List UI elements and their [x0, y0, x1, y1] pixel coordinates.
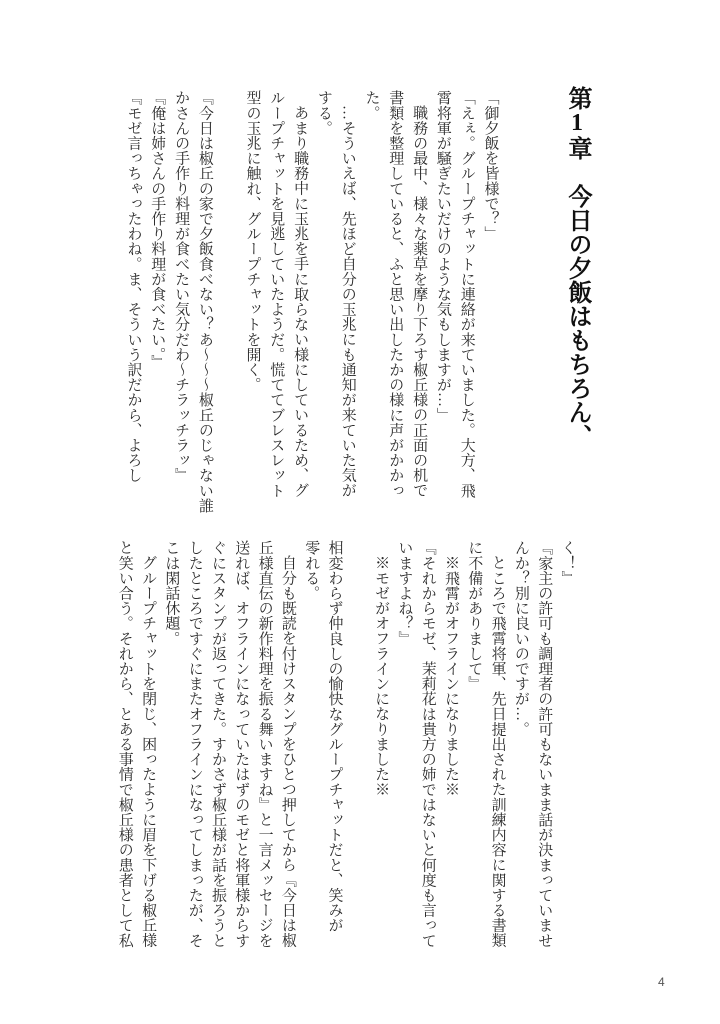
text-column: んか？別に良いのですが…。	[512, 540, 529, 737]
text-column: 『今日は椒丘の家で夕飯食べない？あ〜〜〜椒丘のじゃない誰	[196, 90, 213, 513]
text-column: た。	[363, 90, 380, 121]
text-column: あまり職務中に玉兆を手に取らない様にしているため、グ	[292, 105, 309, 498]
text-column: 『家主の許可も調理者の許可もないまま話が決まっていませ	[536, 540, 553, 948]
text-column: いますよね？』	[396, 540, 413, 646]
text-column: に不備がありまして』	[466, 540, 483, 691]
text-column: と笑い合う。それから、とある事情で椒丘様の患者として私	[116, 540, 133, 948]
text-column: 相変わらず仲良しの愉快なグループチャットだと、笑みが	[326, 540, 343, 933]
text-column: ※飛霄がオフラインになりました※	[443, 555, 459, 797]
text-column: …そういえば、先ほど自分の玉兆にも通知が来ていた気が	[339, 105, 356, 498]
text-column: 零れる。	[303, 540, 320, 601]
text-column: 霄将軍が騒ぎたいだけのような気もしますが…」	[434, 90, 451, 423]
chapter-title: 第1章 今日の夕飯はもちろん、	[564, 86, 590, 448]
text-column: グループチャットを閉じ、困ったように眉を下げる椒丘様	[140, 555, 157, 948]
text-column: 「御夕飯を皆様で？」	[482, 90, 499, 241]
text-column: 職務の最中、様々な薬草を摩り下ろす椒丘様の正面の机で	[411, 105, 428, 498]
page-number: 4	[658, 975, 665, 989]
text-column: ※モゼがオフラインになりました※	[373, 555, 390, 797]
text-column: 丘様直伝の新作料理を振る舞いますね』と一言メッセージを	[256, 540, 273, 948]
text-column: ところで飛霄将軍、先日提出された訓練内容に関する書類	[489, 555, 506, 948]
text-column: 『俺は姉さんの手作り料理が食べたい。』	[149, 90, 166, 370]
text-column: する。	[315, 90, 332, 136]
text-column: したところですぐにまたオフラインになってしまったが、そ	[186, 540, 203, 948]
text-column: かさんの手作り料理が食べたい気分だわ〜チラッチラッ』	[173, 90, 190, 483]
text-column: こは閑話休題。	[163, 540, 180, 646]
text-column: 「えぇ。グループチャットに連絡が来ていました。大方、飛	[458, 90, 475, 498]
text-column: 書類を整理していると、ふと思い出したかの様に声がかかっ	[387, 90, 404, 498]
text-column: 自分も既読を付けスタンプをひとつ押してから『今日は椒	[279, 555, 296, 948]
text-column: 『それからモゼ、茉莉花は貴方の姉ではないと何度も言って	[419, 540, 436, 948]
text-column: ループチャットを見逃していたようだ。慌ててブレスレット	[268, 90, 285, 498]
text-column: 型の玉兆に触れ、グループチャットを開く。	[244, 90, 261, 392]
text-column: 『モゼ言っちゃったわね。ま、そういう訳だから、よろし	[125, 90, 142, 483]
text-column: 送れば、オフラインになっていたはずのモゼと将軍様からす	[233, 540, 250, 948]
text-column: ぐにスタンプが返ってきた。すかさず椒丘様が話を振ろうと	[210, 540, 226, 948]
text-column: く！』	[559, 540, 576, 586]
